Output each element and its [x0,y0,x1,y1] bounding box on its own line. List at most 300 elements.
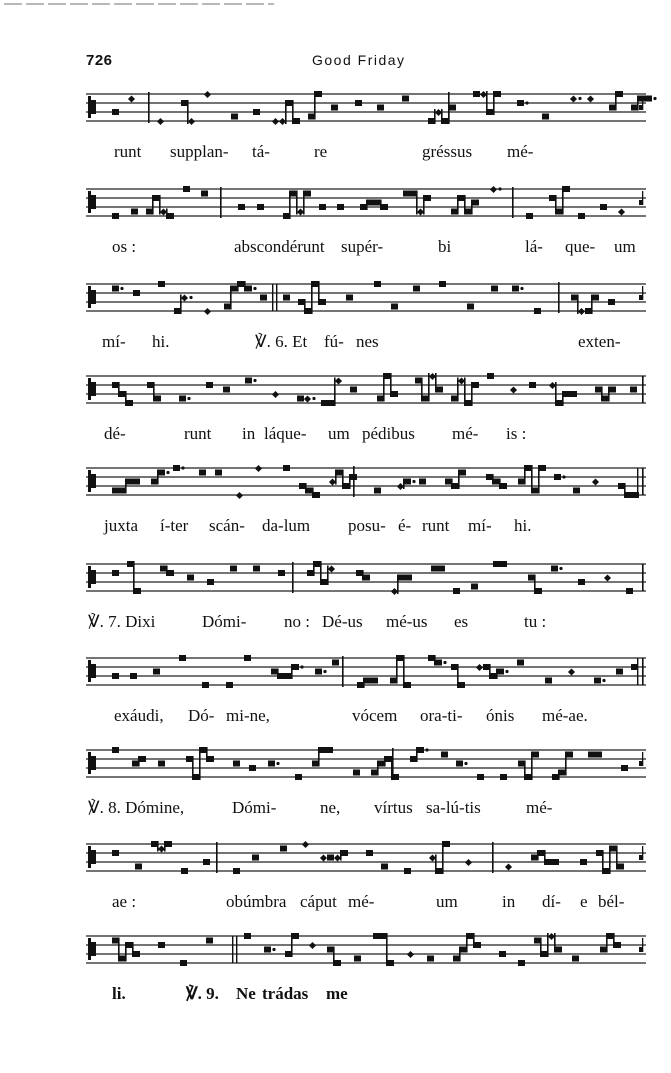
neume [616,669,623,675]
neume [390,655,411,688]
neume [271,664,304,679]
lyrics-line [86,706,646,732]
chant-staff [86,86,646,134]
lyrics-line [86,892,646,918]
lyric-syllable: ℣. 7. Dixi [88,612,156,631]
chant-system [86,368,646,458]
neume [404,868,411,874]
neume [618,208,625,215]
neume [308,91,322,120]
lyric-syllable: exten- [578,332,621,351]
neume [130,673,137,679]
neume [427,956,434,962]
chant-staff [86,836,646,884]
chant-staff [86,556,646,604]
page-number: 726 [86,52,113,69]
neume [600,204,607,210]
neume [570,95,582,102]
bar-line [558,282,560,313]
lyric-syllable: gréssus [422,142,473,161]
lyric-syllable: vócem [352,706,398,725]
neume [283,465,290,471]
neume [112,673,119,679]
neume [526,213,533,219]
neume [298,281,326,314]
neume [127,561,141,594]
lyric-syllable: Dómi- [202,612,247,631]
neume [580,859,587,865]
bar-line [448,92,450,123]
lyric-syllable: mé- [452,424,479,443]
neume [510,386,517,393]
lyrics-line [86,516,646,542]
neume [206,938,213,944]
lyric-syllable: mé- [526,798,553,817]
lyric-syllable: posu- [348,516,386,535]
neume [608,299,615,305]
neume [280,846,287,852]
neume [112,109,119,115]
neume [112,850,119,856]
neume [413,286,420,292]
neume [360,200,388,211]
neume [215,470,222,476]
neume [512,286,524,292]
lyric-syllable: is : [506,424,527,443]
neume [319,204,326,210]
neume [554,474,566,480]
chant-staff [86,181,646,229]
neume [135,864,142,870]
neume [332,660,339,666]
neume [186,747,214,780]
neume [534,308,541,314]
neume [264,947,276,953]
lyric-syllable: fú- [324,332,344,351]
lyric-syllable: os : [112,237,137,256]
neume [183,186,190,192]
final-double-bar [637,468,644,495]
neume [571,295,599,316]
neume [131,209,138,215]
neume [604,574,611,581]
bar-line [292,562,294,593]
lyric-syllable: mé- [348,892,375,911]
chant-system [86,276,646,366]
lyric-syllable: runt [114,142,142,161]
neume [112,570,119,576]
lyrics-line [86,237,646,263]
lyric-syllable: que- [565,237,596,256]
neume [252,855,259,861]
bar-line [512,187,514,218]
neume [476,664,509,679]
bar-line [342,656,344,687]
running-title: Good Friday [312,52,406,68]
neume [377,373,398,402]
c-clef-icon [88,566,96,588]
neume [373,933,394,966]
neume [410,747,429,762]
neume [374,488,381,494]
neume [295,774,302,780]
bar-line [148,92,150,123]
neume [355,100,362,106]
lyric-syllable: runt [422,516,450,535]
neume [206,382,213,388]
neume [331,105,338,111]
neume [490,186,502,193]
neume [429,841,450,874]
lyrics-line [86,798,646,824]
lyric-syllable: Dó- [188,706,215,725]
neume [249,765,256,771]
lyric-syllable: supplan- [170,142,229,161]
neume [253,566,260,572]
neume [391,575,412,596]
neume [471,584,478,590]
neume [592,478,599,485]
lyric-syllable: Dómi- [232,798,277,817]
neume [487,373,494,379]
neume [542,114,549,120]
neume [244,655,251,661]
chant-system [86,181,646,271]
lyrics-line [86,332,646,358]
neume [112,747,119,753]
neume [374,281,381,287]
neume [486,474,507,489]
neume [545,678,552,684]
neume [233,761,240,767]
lyric-syllable: mé-us [386,612,428,631]
neume [381,864,388,870]
neume [201,191,208,197]
neume [621,765,628,771]
neume [204,91,211,98]
neume [230,566,237,572]
neume [133,290,140,296]
chant-system [86,650,646,740]
lyric-syllable: cáput [300,892,337,911]
bar-line [216,842,218,873]
lyric-syllable: lá- [525,237,543,256]
neume [157,118,164,125]
lyric-syllable: láque- [264,424,307,443]
neume [500,774,507,780]
lyric-syllable: mi-ne, [226,706,270,725]
lyric-syllable: Dé-us [322,612,363,631]
lyric-syllable: e [580,892,588,911]
neume [451,377,479,406]
neume [231,114,238,120]
neume [431,566,445,572]
neume [518,465,546,494]
neume [233,868,240,874]
neume [357,678,378,689]
neume [297,395,316,402]
lyric-syllable: um [614,237,636,256]
chant-staff [86,928,646,976]
lyric-syllable: mí- [102,332,126,351]
c-clef-icon [88,378,96,400]
c-clef-icon [88,286,96,308]
lyrics-line [86,612,646,638]
neume [158,761,165,767]
neume [283,191,311,220]
lyric-syllable: re [314,142,328,161]
neume [578,579,585,585]
lyric-syllable: tá- [252,142,270,161]
lyric-syllable: ℣. 9. [186,984,219,1003]
lyric-syllable: mí- [468,516,492,535]
c-clef-icon [88,752,96,774]
neume [315,669,327,675]
neume [517,100,529,106]
scan-edge-mark [4,3,274,5]
lyric-syllable: bi [438,237,452,256]
neume [203,859,210,865]
neume [309,942,316,949]
lyric-syllable: es [454,612,469,631]
lyric-syllable: ℣. 6. Et [255,332,308,351]
neume [158,281,165,287]
neume [226,682,233,688]
lyric-syllable: trádas [262,984,309,1003]
neume [299,483,320,498]
bar-line [220,187,222,218]
neume [403,191,431,216]
lyric-syllable: runt [184,424,212,443]
chant-system [86,460,646,550]
lyric-syllable: í-ter [160,516,189,535]
neume [179,396,191,402]
neume [568,668,575,675]
lyric-syllable: mé- [507,142,534,161]
neume [112,286,124,292]
lyric-syllable: hi. [514,516,532,535]
neume [587,95,594,102]
neume [578,213,585,219]
neume [505,863,512,870]
neume [151,841,172,853]
neume [549,186,570,215]
neume [439,281,446,287]
neume [199,470,206,476]
lyric-syllable: ónis [486,706,515,725]
neume [491,286,498,292]
lyric-syllable: supér- [341,237,384,256]
double-bar-line [232,936,237,963]
neume [518,960,525,966]
neume [202,682,209,688]
neume [631,664,638,670]
neume [160,566,174,577]
lyric-syllable: scán- [209,516,245,535]
lyric-syllable: hi. [152,332,170,351]
neume [428,655,447,666]
neume [453,933,481,962]
chant-system [86,86,646,176]
bar-line [353,466,355,497]
neume [207,579,214,585]
lyric-syllable: vírtus [374,798,413,817]
end-bar-line [642,564,644,591]
neume [187,575,194,581]
neume [366,850,373,856]
neume [594,678,606,684]
lyric-syllable: me [326,984,348,1003]
lyric-syllable: juxta [104,516,138,535]
neume [531,850,559,865]
c-clef-icon [88,846,96,868]
neume [278,570,285,576]
c-clef-icon [88,470,96,492]
neume [552,752,573,781]
chant-staff [86,650,646,698]
neume [499,951,506,957]
neume [618,483,639,498]
lyric-syllable: é- [398,516,412,535]
neume [415,373,443,402]
neume [204,308,211,315]
neume [626,588,633,594]
lyric-syllable: ora-ti- [420,706,463,725]
neume [573,488,580,494]
neume [253,109,260,115]
c-clef-icon [88,191,96,213]
neume [128,95,135,102]
neume [551,566,563,572]
lyric-syllable: nes [356,332,379,351]
neume [397,479,416,491]
lyric-syllable: um [328,424,350,443]
neume [112,938,140,962]
neume [346,295,353,301]
lyric-syllable: da-lum [262,516,311,535]
chant-system [86,556,646,646]
neume [337,204,344,210]
neume [467,304,474,310]
lyric-syllable: abscondérunt [234,237,325,256]
neume [588,752,602,758]
chant-staff [86,460,646,508]
neume [465,859,472,866]
neume [356,570,370,581]
neume [245,378,257,384]
chant-system [86,836,646,926]
neume [238,204,245,210]
neume [260,295,267,301]
neume [223,387,230,393]
end-bar-line [642,376,644,403]
neume [320,850,348,862]
neume [173,465,185,471]
neume [630,387,637,393]
neume [493,561,507,567]
neume [179,655,186,661]
lyric-syllable: sa-lú-tis [426,798,481,817]
neume [244,933,251,939]
chant-staff [86,276,646,324]
neume [272,391,279,398]
neume [407,951,414,958]
bar-line [392,748,394,779]
lyric-syllable: ne, [320,798,341,817]
neume [419,479,426,485]
lyric-syllable: um [436,892,458,911]
neume [354,956,361,962]
neume [350,387,357,393]
c-clef-icon [88,660,96,682]
lyric-syllable: in [242,424,256,443]
c-clef-icon [88,938,96,960]
chant-system [86,742,646,832]
neume [153,669,160,675]
neume [181,868,188,874]
neume [477,774,484,780]
page-header [86,52,642,74]
neume [180,960,187,966]
lyric-syllable: tu : [524,612,547,631]
neume [596,846,624,875]
neume [572,956,579,962]
lyrics-line [86,424,646,450]
neume [257,204,264,210]
lyric-syllable: obúmbra [226,892,287,911]
chant-staff [86,368,646,416]
lyrics-line [86,142,646,168]
bar-line [492,842,494,873]
lyrics-line [86,984,646,1010]
neume [132,756,146,767]
chant-staff [86,742,646,790]
neume [283,295,290,301]
lyric-syllable: dí- [542,892,561,911]
neume [255,465,262,472]
neume [268,761,280,767]
lyric-syllable: pédibus [362,424,415,443]
neume [224,281,257,310]
neume [353,770,360,776]
neume [441,752,448,758]
lyric-syllable: mé-ae. [542,706,588,725]
neume [391,304,398,310]
neume [517,660,524,666]
neume [302,841,309,848]
lyric-syllable: ℣. 8. Dómine, [88,798,185,817]
lyric-syllable: li. [112,984,126,1003]
lyric-syllable: no : [284,612,310,631]
neume [158,942,165,948]
lyric-syllable: ae : [112,892,137,911]
lyric-syllable: exáudi, [114,706,164,725]
chant-system [86,928,646,1018]
neume [456,761,468,767]
double-bar-line [272,284,277,311]
neume [112,213,119,219]
lyric-syllable: dé- [104,424,126,443]
neume [236,492,243,499]
lyric-syllable: bél- [598,892,625,911]
neume [529,382,536,388]
neume [518,752,539,781]
neume [402,96,409,102]
neume [321,377,342,406]
final-double-bar [637,658,644,685]
lyric-syllable: in [502,892,516,911]
lyric-syllable: Ne [236,984,256,1003]
